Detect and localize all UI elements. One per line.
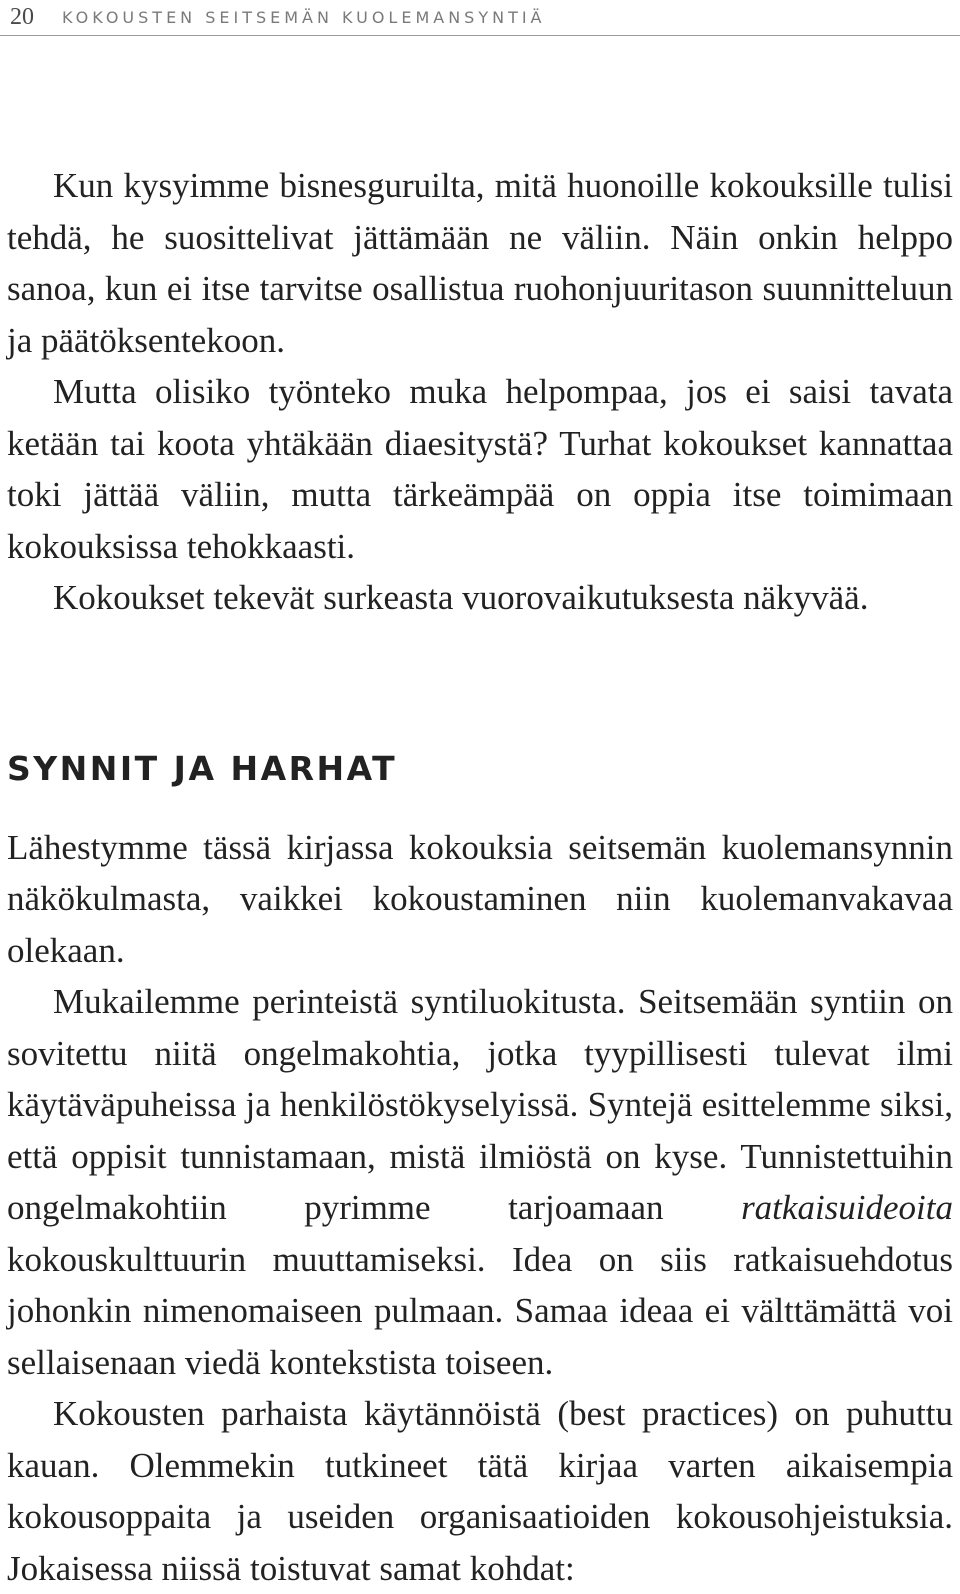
running-title: KOKOUSTEN SEITSEMÄN KUOLEMANSYNTIÄ	[62, 7, 546, 27]
running-header	[10, 0, 546, 34]
paragraph-classification-start: Mukailemme perinteistä syntiluokitusta. Seitsemään syntiin on sovitettu niitä ongelmakohtia, jotka tyypillisesti tulevat ilmi käytäväpuheissa ja henkilöstökyselyissä. Syntejä esittelemme siksi, että oppisit tunnistamaan, mistä ilmiöstä on kyse. Tunnistettuihin ongelmakohtiin pyrimme tarjoamaan	[7, 982, 953, 1227]
paragraph-question: Mutta olisiko työnteko muka helpompaa, jos ei saisi tavata ketään tai koota yhtäkään diaesitystä? Turhat kokoukset kannattaa toki jättää väliin, mutta tärkeämpää on oppia itse toimimaan kokouksissa tehokkaasti.	[7, 372, 953, 566]
paragraph-intro: Kun kysyimme bisnesguruilta, mitä huonoille kokouksille tulisi tehdä, he suosittelivat jättämään ne väliin. Näin onkin helppo sanoa, kun ei itse tarvitse osallistua ruohonjuuritason suunnitteluun ja päätöksentekoon.	[7, 166, 953, 360]
header-rule	[0, 35, 960, 36]
paragraph-best-practices: Kokousten parhaista käytännöistä (best practices) on puhuttu kauan. Olemmekin tutkineet tätä kirjaa varten aikaisempia kokousoppaita ja useiden organisaatioiden kokousohjeistuksia. Jokaisessa niissä toistuvat samat kohdat:	[7, 1394, 953, 1588]
paragraph-approach: Lähestymme tässä kirjassa kokouksia seitsemän kuolemansynnin näkökulmasta, vaikkei kokoustaminen niin kuolemanvakavaa olekaan.	[7, 827, 953, 970]
paragraph-classification-end: kokouskulttuurin muuttamiseksi. Idea on siis ratkaisuehdotus johonkin nimenomaiseen pulmaan. Samaa ideaa ei välttämättä voi sellaisenaan viedä kontekstista toiseen.	[7, 1239, 953, 1382]
section-heading: SYNNIT JA HARHAT	[7, 748, 398, 788]
page-body	[7, 160, 953, 1594]
paragraph-classification	[7, 976, 953, 1388]
page-number: 20	[10, 3, 34, 30]
emphasis-ratkaisuideoita: ratkaisuideoita	[741, 1188, 953, 1227]
paragraph-visible: Kokoukset tekevät surkeasta vuorovaikutuksesta näkyvää.	[53, 578, 869, 617]
